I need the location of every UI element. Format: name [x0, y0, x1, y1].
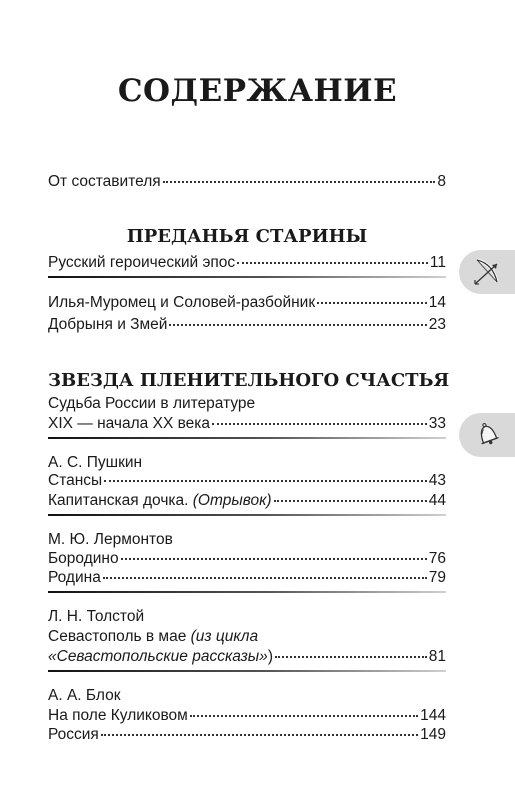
leader-dots — [103, 577, 427, 579]
leader-dots — [317, 302, 427, 304]
section-title-1: ПРЕДАНЬЯ СТАРИНЫ — [126, 226, 368, 247]
toc-entry-page: 33 — [428, 415, 446, 432]
toc-entry-page: 149 — [420, 726, 446, 743]
author-name: А. А. Блок — [48, 687, 121, 704]
toc-entry-label: Россия — [48, 726, 99, 743]
section-title-2: ЗВЕЗДА ПЛЕНИТЕЛЬНОГО СЧАСТЬЯ — [48, 370, 450, 391]
toc-entry-intro[interactable] — [48, 172, 446, 192]
toc-entry[interactable] — [48, 253, 446, 273]
toc-entry[interactable] — [48, 647, 446, 667]
leader-dots — [121, 558, 427, 560]
toc-entry-label: Родина — [48, 569, 101, 586]
toc-entry-page: 43 — [428, 472, 446, 489]
leader-dots — [104, 480, 427, 482]
side-tab-happiness[interactable] — [459, 413, 515, 457]
toc-entry[interactable] — [48, 293, 446, 313]
author-name: Л. Н. Толстой — [48, 608, 145, 625]
toc-entry-label: Стансы — [48, 472, 103, 489]
author-name: М. Ю. Лермонтов — [48, 531, 173, 548]
toc-entry[interactable] — [48, 549, 446, 569]
section-divider — [48, 670, 446, 672]
toc-entry-page: 81 — [428, 648, 446, 665]
toc-entry-label-italic: (из цикла — [190, 628, 259, 645]
leader-dots — [190, 715, 418, 717]
section-divider — [48, 437, 446, 439]
toc-entry-page: 23 — [428, 316, 446, 333]
toc-entry-label: ) — [267, 648, 273, 665]
leader-dots — [237, 262, 428, 264]
toc-entry-label: На поле Куликовом — [48, 707, 188, 724]
section-divider — [48, 514, 446, 516]
toc-entry-label-italic: «Севастопольские рассказы» — [48, 648, 268, 665]
toc-entry-page: 76 — [428, 550, 446, 567]
toc-entry-page: 11 — [429, 254, 446, 271]
toc-entry-page: 44 — [428, 492, 446, 509]
leader-dots — [169, 324, 426, 326]
toc-entry[interactable] — [48, 414, 446, 434]
toc-entry-label: Севастополь в мае — [48, 628, 191, 645]
toc-entry-label: XIX — начала XX века — [48, 415, 211, 432]
toc-entry-label: Капитанская дочка. — [48, 492, 193, 509]
leader-dots — [212, 423, 427, 425]
leader-dots — [274, 500, 427, 502]
toc-entry[interactable] — [48, 725, 446, 745]
toc-entry-first-line[interactable] — [48, 627, 446, 647]
author-name: А. С. Пушкин — [48, 454, 143, 471]
toc-entry-label: Бородино — [48, 550, 119, 567]
section-divider — [48, 591, 446, 593]
leader-dots — [275, 656, 427, 658]
toc-entry-label: Илья-Муромец и Соловей-разбойник — [48, 294, 316, 311]
toc-entry-page: 79 — [428, 569, 446, 586]
toc-entry-page: 14 — [428, 294, 446, 311]
leader-dots — [101, 734, 418, 736]
section-divider — [48, 276, 446, 278]
toc-entry-label: Русский героический эпос — [48, 254, 236, 271]
toc-entry[interactable] — [48, 471, 446, 491]
toc-entry-label: От составителя — [48, 173, 161, 190]
toc-entry[interactable] — [48, 315, 446, 335]
toc-entry-page: 8 — [437, 173, 446, 190]
toc-entry-label-italic: (Отрывок) — [192, 492, 272, 509]
toc-entry-page: 144 — [420, 707, 446, 724]
page-title: СОДЕРЖАНИЕ — [117, 73, 398, 109]
side-tab-epic[interactable] — [459, 250, 515, 294]
leader-dots — [163, 181, 436, 183]
toc-entry[interactable] — [48, 706, 446, 726]
toc-entry-first-line[interactable]: Судьба России в литературе — [48, 395, 256, 412]
toc-entry[interactable] — [48, 491, 446, 511]
toc-entry[interactable] — [48, 568, 446, 588]
toc-entry-label: Добрыня и Змей — [48, 316, 168, 333]
